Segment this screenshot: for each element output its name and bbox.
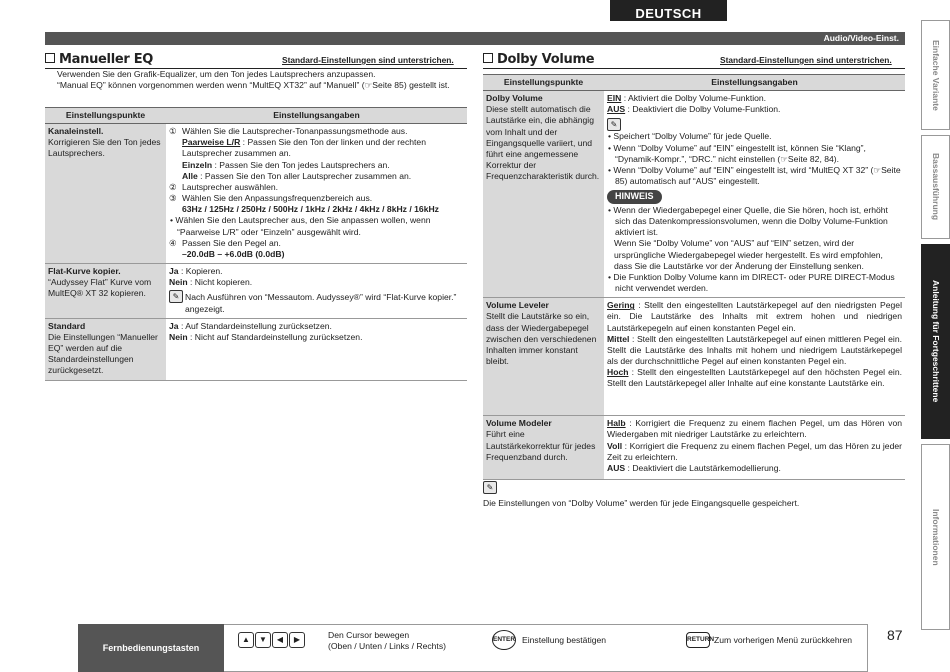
enter-text: Einstellung bestätigen — [522, 635, 607, 645]
footer-label: Fernbedienungstasten — [78, 624, 224, 672]
bottom-note: Die Einstellungen von “Dolby Volume” werden für jede Eingangsquelle gespeichert. — [483, 498, 800, 508]
intro-text: Verwenden Sie den Grafik-Equalizer, um den Ton jedes Lautsprechers anzupassen. “Manual EQ” können vorgenommen werden wenn “MultEQ XT32” auf “Manuell” (☞Seite 85) gestellt ist. — [57, 69, 450, 91]
return-button-icon: RETURN — [686, 632, 710, 648]
hinweis-badge: HINWEIS — [607, 190, 662, 204]
side-tab-basic[interactable] — [921, 135, 950, 239]
table-row: Standard Die Einstellungen “Manueller EQ” werden auf die Standardeinstellungen zurückgesetzt. Ja : Auf Standardeinstellung zurücksetzen. Nein : Nicht auf Standardeinstellung zurücksetzen. — [45, 318, 467, 380]
page-number: 87 — [887, 627, 903, 643]
cursor-keys-icon: ▲ ▼ ◀ ▶ — [238, 632, 306, 648]
side-tab-advanced[interactable] — [921, 244, 950, 439]
side-tab-label: Einfache Variante — [931, 39, 942, 111]
title-rule — [483, 68, 905, 69]
section-title-dolby-volume: Dolby Volume — [483, 52, 594, 69]
note-icon-container — [483, 481, 497, 494]
defaults-note: Standard-Einstellungen sind unterstrichen. — [720, 55, 892, 65]
return-text: Zum vorherigen Menü zurückkehren — [714, 635, 853, 645]
defaults-note: Standard-Einstellungen sind unterstrichen. — [282, 55, 454, 65]
table-row: Dolby Volume Diese stellt automatisch die Lautstärke ein, die abhängig vom Inhalt und der Eingangsquelle variiert, und führt eine angemessene Korrektur der Frequenzcharakteristik durch. EIN : Aktiviert die Dolby Volume-Funktion. AUS : Deaktiviert die Dolby Volume-Funktion. ✎ • Speichert “Dolby Volume” für jede Quelle. • Wenn “Dolby Volume” auf “EIN” eingestellt ist, können Sie “Klang”, “Dynamik-Kompr.”, “DRC.” nicht einstellen (☞Seite 82, 84). • Wenn “Dolby Volume” auf “EIN” eingestellt ist, wird “MultEQ XT 32” (☞Seite 85) automatisch auf “AUS” eingestellt. HINWEIS • Wenn der Wiedergabepegel einer Quelle, die Sie hören, hoch ist, erhöht sich das Datenkompressionsvolumen, wenn die Dolby Volume-Funktion aktiviert ist. Wenn Sie “Dolby Volume” von “AUS” auf “EIN” setzen, wird der ursprüngliche Wiedergabepegel wieder hergestellt. Es wird empfohlen, dass Sie die Lautstärke vor der Änderung der Einstellung senken. • Die Funktion Dolby Volume kann im DIRECT- oder PURE DIRECT-Modus nicht verwendet werden. — [483, 91, 905, 298]
table-row: Volume Leveler Stellt die Lautstärke so ein, dass der Wiedergabepegel zwischen den verschiedenen Inhalten immer konstant bleibt. Gering : Stellt den eingestellten Lautstärkepegel auf den niedrigsten Pegel ein. Die Lautstärke des Inhalts mit extrem hohen und niedrigen Lautstärkepegeln auf einen konstanten Pegel ein. Mittel : Stellt den eingestellten Lautstärkepegel auf einen mittleren Pegel ein. Stellt die Lautstärke des Inhalts mit hohem und niedrigem Lautstärkepegel als der durchschnittliche Pegel auf einen konstanten Pegel ein. Hoch : Stellt den eingestellten Lautstärkepegel auf den höchsten Pegel ein. Stellt den Lautstärkepegel aller Inhalte auf eine konstante Lautstärke ein. — [483, 298, 905, 416]
side-tab-simple[interactable] — [921, 20, 950, 130]
note-icon: ✎ — [169, 290, 183, 303]
table-row: Volume Modeler Führt eine Lautstärkekorrektur für jedes Frequenzband durch. Halb : Korrigiert die Frequenz zu einem flachen Pegel, um das Hören von Wiedergaben mit niedriger Lautstärke zu erleichtern. Voll : Korrigiert die Frequenz zu einem flachen Pegel, um das Hören zu jeder Zeit zu erleichtern. AUS : Deaktiviert die Lautstärkemodellierung. — [483, 416, 905, 480]
cursor-keys-text: Den Cursor bewegen (Oben / Unten / Links / Rechts) — [328, 630, 446, 652]
note-icon: ✎ — [607, 118, 621, 131]
section-title-manual-eq: Manueller EQ — [45, 52, 153, 69]
section-bar: Audio/Video-Einst. — [45, 32, 905, 45]
dolby-volume-table: Einstellungspunkte Einstellungsangaben Dolby Volume Diese stellt automatisch die Lautstärke ein, die abhängig vom Inhalt und der Eingangsquelle variiert, und führt eine angemessene Korrektur der Frequenzcharakteristik durch. EIN : Aktiviert die Dolby Volume-Funktion. AUS : Deaktiviert die Dolby Volume-Funktion. ✎ • Speichert “Dolby Volume” für jede Quelle. • Wenn “Dolby Volume” auf “EIN” eingestellt ist, können Sie “Klang”, “Dynamik-Kompr.”, “DRC.” nicht einstellen (☞Seite 82, 84). • Wenn “Dolby Volume” auf “EIN” eingestellt ist, wird “MultEQ XT 32” (☞Seite 85) automatisch auf “AUS” eingestellt. HINWEIS • Wenn der Wiedergabepegel einer Quelle, die Sie hören, hoch ist, erhöht sich das Datenkompressionsvolumen, wenn die Dolby Volume-Funktion aktiviert ist. Wenn Sie “Dolby Volume” von “AUS” auf “EIN” setzen, wird der ursprüngliche Wiedergabepegel wieder hergestellt. Es wird empfohlen, dass Sie die Lautstärke vor der Änderung der Einstellung senken. • Die Funktion Dolby Volume kann im DIRECT- oder PURE DIRECT-Modus nicht verwendet werden. Volume Leveler Stellt die Lautstärke so ein, dass der Wiedergabepegel zwischen den verschiedenen Inhalten immer konstant bleibt. Gering : Stellt den eingestellten Lautstärkepegel auf den niedrigsten Pegel ein. Die Lautstärke des Inhalts mit extrem hohen und niedrigen Lautstärkepegeln auf einen konstanten Pegel ein. Mittel : Stellt den eingestellten Lautstärkepegel auf einen mittleren Pegel ein. Stellt die Lautstärke des Inhalts mit hohem und niedrigem Lautstärkepegel als der durchschnittliche Pegel auf einen konstanten Pegel ein. Hoch : Stellt den eingestellten Lautstärkepegel auf den höchsten Pegel ein. Stellt den Lautstärkepegel aller Inhalte auf eine konstante Lautstärke ein. Volume Modeler Führt eine Lautstärkekorrektur für jedes Frequenzband durch. Halb : Korrigiert die Frequenz zu einem flachen Pegel, um das Hören von Wiedergaben mit niedriger Lautstärke zu erleichtern. Voll : Korrigiert die Frequenz zu einem flachen Pegel, um das Hören zu jeder Zeit zu erleichtern. AUS : Deaktiviert die Lautstärkemodellierung. — [483, 74, 905, 480]
side-tab-info[interactable] — [921, 444, 950, 630]
checkbox-icon — [483, 53, 493, 63]
table-row: Kanaleinstell. Korrigieren Sie den Ton jedes Lautsprechers. ① Wählen Sie die Lautsprecher-Tonanpassungsmethode aus. Paarweise L/R : Passen Sie den Ton der linken und der rechten Lautsprecher zusammen an. Einzeln : Passen Sie den Ton jedes Lautsprechers an. Alle : Passen Sie den Ton aller Lautsprecher zusammen an. ② Lautsprecher auswählen. ③ Wählen Sie den Anpassungsfrequenzbereich aus. 63Hz / 125Hz / 250Hz / 500Hz / 1kHz / 2kHz / 4kHz / 8kHz / 16kHz • Wählen Sie den Lautsprecher aus, den Sie anpassen wollen, wenn “Paarweise L/R” oder “Einzeln” ausgewählt wird. ④ Passen Sie den Pegel an. –20.0dB – +6.0dB (0.0dB) — [45, 124, 467, 264]
table-row: Flat-Kurve kopier. “Audyssey Flat” Kurve vom MultEQ® XT 32 kopieren. Ja : Kopieren. Nein : Nicht kopieren. ✎ Nach Ausführen von “Messautom. Audyssey®” wird “Flat-Kurve kopier.” angezeigt. — [45, 264, 467, 319]
side-tab-label: Informationen — [931, 508, 942, 566]
checkbox-icon — [45, 53, 55, 63]
language-tab: DEUTSCH — [610, 0, 727, 21]
side-tab-label: Bassausführung — [931, 153, 942, 221]
enter-button-icon: ENTER — [492, 630, 516, 650]
side-tab-label: Anleitung für Fortgeschrittene — [931, 280, 942, 403]
manual-eq-table: Einstellungspunkte Einstellungsangaben Kanaleinstell. Korrigieren Sie den Ton jedes Lautsprechers. ① Wählen Sie die Lautsprecher-Tonanpassungsmethode aus. Paarweise L/R : Passen Sie den Ton der linken und der rechten Lautsprecher zusammen an. Einzeln : Passen Sie den Ton jedes Lautsprechers an. Alle : Passen Sie den Ton aller Lautsprecher zusammen an. ② Lautsprecher auswählen. ③ Wählen Sie den Anpassungsfrequenzbereich aus. 63Hz / 125Hz / 250Hz / 500Hz / 1kHz / 2kHz / 4kHz / 8kHz / 16kHz • Wählen Sie den Lautsprecher aus, den Sie anpassen wollen, wenn “Paarweise L/R” oder “Einzeln” ausgewählt wird. ④ Passen Sie den Pegel an. –20.0dB – +6.0dB (0.0dB) Flat-Kurve kopier. “Audyssey Flat” Kurve vom MultEQ® XT 32 kopieren. Ja : Kopieren. Nein : Nicht kopieren. ✎ Nach Ausführen von “Messautom. Audyssey®” wird “Flat-Kurve kopier.” angezeigt. Standard Die Einstellungen “Manueller EQ” werden auf die Standardeinstellungen zurückgesetzt. Ja : Auf Standardeinstellung zurücksetzen. Nein : Nicht auf Standardeinstellung zurücksetzen. — [45, 107, 467, 381]
note-icon: ✎ — [483, 481, 497, 494]
